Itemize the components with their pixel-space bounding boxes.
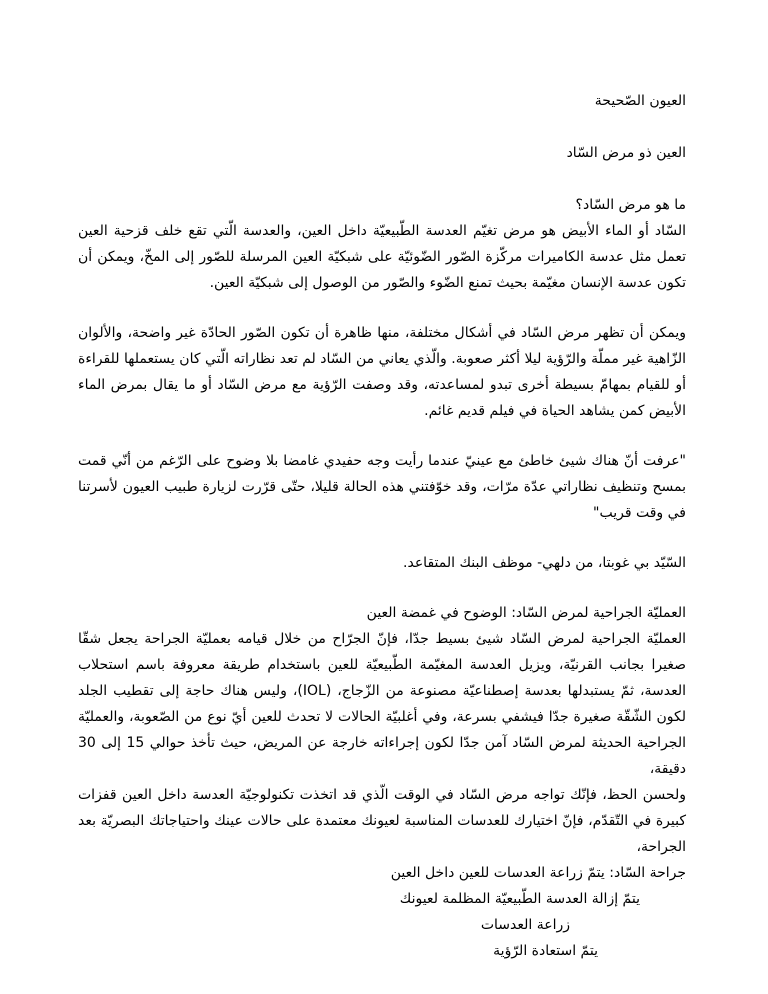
quote-attribution: السّيّد بي غوبتا، من دلهي- موظف البنك المتقاعد. [403, 555, 686, 571]
cataract-definition-paragraph: السّاد أو الماء الأبيض هو مرض تغيّم العدسة الطّبيعيّة داخل العين، والعدسة الّتي تقع خلف قزحية العين تعمل مثل عدسة الكاميرات مركّزة الصّور الضّوئيّة على شبكيّة العين المرسلة للصّور إلى المخّ، ويمكن أن تكون عدسة الإنسان مغيّمة بحيث تمنع الضّوء والصّور من الوصول إلى شبكيّة العين. [78, 223, 686, 291]
list-item: يتمّ إزالة العدسة الطّبيعيّة المظلمة لعيونك [399, 891, 640, 907]
spacer [78, 576, 686, 600]
list-item: زراعة العدسات [480, 917, 570, 933]
document-body [78, 88, 686, 964]
spacer [78, 526, 686, 550]
lens-technology-paragraph: ولحسن الحظ، فإنّك تواجه مرض السّاد في الوقت الّذي قد اتخذت تكنولوجيّة العدسة داخل العين قفزات كبيرة في التّقدّم، فإنّ اختيارك للعدسات المناسبة لعيونك معتمدة على حالات عينك واحتياجاتك البصريّة بعد الجراحة، [78, 787, 686, 855]
surgery-heading: العمليّة الجراحية لمرض السّاد: الوضوح في غمضة العين [366, 605, 686, 621]
surgery-list-heading: جراحة السّاد: يتمّ زراعة العدسات للعين داخل العين [390, 865, 686, 881]
section-question: ما هو مرض السّاد؟ [575, 197, 686, 213]
surgery-steps-list [78, 886, 686, 964]
list-item: يتمّ استعادة الرّؤية [493, 943, 598, 959]
spacer [78, 424, 686, 448]
patient-quote: "عرفت أنّ هناك شيئ خاطئ مع عينيّ عندما رأيت وجه حفيدي غامضا بلا وضوح على الرّغم من أنّي قمت بمسح وتنظيف نظاراتي عدّة مرّات، وقد خوّفتني هذه الحالة قليلا، حتّى قرّرت لزيارة طبيب العيون لأسرتنا في وقت قريب" [78, 453, 686, 521]
spacer [78, 296, 686, 320]
spacer [78, 114, 686, 140]
document-subtitle: العين ذو مرض السّاد [566, 145, 686, 161]
spacer [78, 166, 686, 192]
symptoms-paragraph: ويمكن أن تظهر مرض السّاد في أشكال مختلفة، منها ظاهرة أن تكون الصّور الحادّة غير واضحة، والألوان الزّاهية غير مملّة والرّؤية ليلا أكثر صعوبة. والّذي يعاني من السّاد لم تعد نظاراته الّتي كان يستعملها للقراءة أو للقيام بمهامّ بسيطة أخرى تبدو لمساعدته، وقد وصفت الرّؤية مع مرض السّاد أو ما يقال بمرض الماء الأبيض كمن يشاهد الحياة في فيلم قديم غائم. [78, 325, 686, 419]
document-title: العيون الصّحيحة [594, 93, 686, 109]
surgery-paragraph: العمليّة الجراحية لمرض السّاد شيئ بسيط جدّا، فإنّ الجرّاح من خلال قيامه بعمليّة الجراحة يجعل شقّا صغيرا بجانب القرنيّة، ويزيل العدسة المغيّمة الطّبيعيّة للعين باستخدام طريقة معروفة باسم استحلاب العدسة، ثمّ يستبدلها بعدسة إصطناعيّة مصنوعة من الزّجاج، (IOL)، وليس هناك حاجة إلى تقطيب الجلد لكون الشّقّة صغيرة جدّا فيشفي بسرعة، وفي أغلبيّة الحالات لا تحدث للعين أيّ نوع من الصّعوبة، والعمليّة الجراحية الحديثة لمرض السّاد آمن جدّا لكون إجراءاته خارجة عن المريض، حيث تأخذ حوالي 15 إلى 30 دقيقة، [78, 631, 686, 777]
